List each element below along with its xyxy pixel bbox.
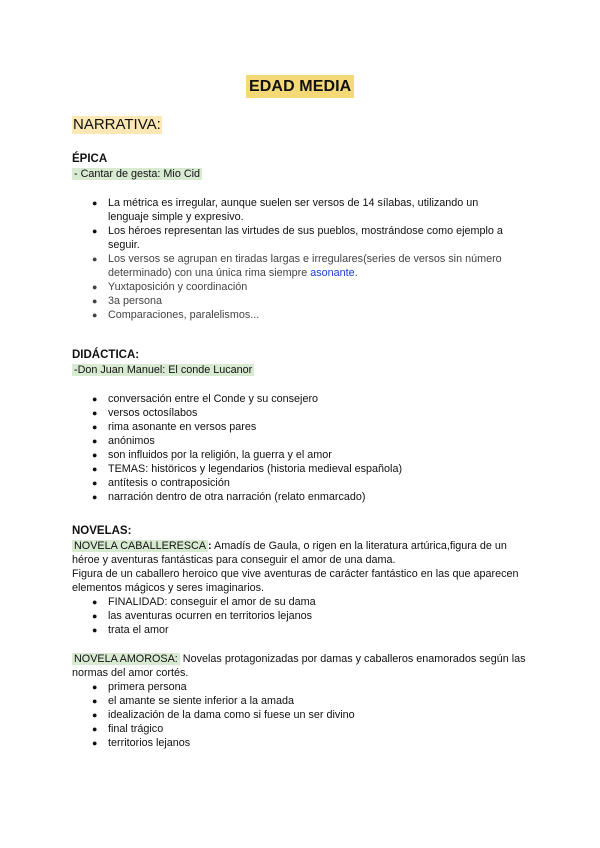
list-item: ● Yuxtaposición y coordinación <box>92 281 248 293</box>
bullet-icon: ● <box>92 296 98 306</box>
bullet-icon: ● <box>92 198 98 208</box>
didactica-subtitle-text: -Don Juan Manuel: El conde Lucanor <box>74 364 253 376</box>
list-item: ● anónimos <box>92 435 155 447</box>
list-item: ● las aventuras ocurren en territorios lejanos <box>92 610 313 622</box>
bullet-icon: ● <box>92 724 98 734</box>
bullet-icon: ● <box>92 422 98 432</box>
bullet-icon: ● <box>92 696 98 706</box>
bullet-icon: ● <box>92 464 98 474</box>
list-item: ● narración dentro de otra narración (relato enmarcado) <box>92 491 366 503</box>
bullet-icon: ● <box>92 611 98 621</box>
bullet-icon: ● <box>92 492 98 502</box>
section-narrativa-heading: NARRATIVA: <box>73 116 161 133</box>
didactica-heading: DIDÁCTICA: <box>72 349 140 361</box>
bullet-icon: ● <box>92 625 98 635</box>
bullet-icon: ● <box>92 394 98 404</box>
list-item: ● primera persona <box>92 681 187 693</box>
epica-heading: ÉPICA <box>72 153 108 165</box>
bullet-icon: ● <box>92 450 98 460</box>
epica-subtitle <box>72 167 202 181</box>
list-item: ● 3a persona <box>92 295 163 307</box>
didactica-list <box>92 392 522 504</box>
list-item: ● versos octosílabos <box>92 407 198 419</box>
bullet-icon: ● <box>92 478 98 488</box>
list-item: ● Comparaciones, paralelismos... <box>92 309 260 321</box>
epica-subtitle-text: - Cantar de gesta: Mio Cid <box>74 168 201 180</box>
bullet-icon: ● <box>92 682 98 692</box>
bullet-icon: ● <box>92 408 98 418</box>
didactica-subtitle <box>72 363 254 377</box>
list-item: ● final trágico <box>92 723 164 735</box>
amorosa-list <box>92 680 522 750</box>
list-item: ● territorios lejanos <box>92 737 191 749</box>
asonante-link[interactable]: asonante <box>310 267 355 279</box>
list-item: ● Los héroes representan las virtudes de sus pueblos, mostrándose como ejemplo a seguir. <box>92 225 503 251</box>
amorosa-label: NOVELA AMOROSA: <box>74 653 178 665</box>
bullet-icon: ● <box>92 310 98 320</box>
list-item: ● La métrica es irregular, aunque suelen ser versos de 14 sílabas, utilizando un lenguaje simple y expresivo. <box>92 197 479 223</box>
list-item: ● TEMAS: histöricos y legendarios (historia medieval española) <box>92 463 403 475</box>
caballeresca-label: NOVELA CABALLERESCA <box>74 540 207 552</box>
bullet-icon: ● <box>92 597 98 607</box>
epica-list <box>92 196 522 322</box>
bullet-icon: ● <box>92 226 98 236</box>
list-item: ● rima asonante en versos pares <box>92 421 257 433</box>
list-item: ● conversación entre el Conde y su consejero <box>92 393 319 405</box>
list-item: ● son influidos por la religión, la guerra y el amor <box>92 449 332 461</box>
list-item: ● el amante se siente inferior a la amada <box>92 695 295 707</box>
caballeresca-paragraph: NOVELA CABALLERESCA : Amadís de Gaula, o rigen en la literatura artúrica,figura de un héroe y aventuras fantásticas para conseguir el amor de una dama. Figura de un caballero heroico que vive aventuras de carácter fantástico en las que aparecen elementos mágicos y seres imaginarios. <box>72 540 519 594</box>
bullet-icon: ● <box>92 254 98 264</box>
bullet-icon: ● <box>92 282 98 292</box>
list-item: ● FINALIDAD: conseguir el amor de su dama <box>92 596 316 608</box>
list-item: ● idealización de la dama como si fuese un ser divino <box>92 709 355 721</box>
bullet-icon: ● <box>92 436 98 446</box>
caballeresca-list <box>92 595 522 637</box>
page-title: EDAD MEDIA <box>246 75 354 98</box>
list-item: ● Los versos se agrupan en tiradas largas e irregulares(series de versos sin número determinado) con una única rima siempre asonante. <box>92 253 502 279</box>
amorosa-paragraph: NOVELA AMOROSA: Novelas protagonizadas por damas y caballeros enamorados según las normas del amor cortés. <box>72 653 526 679</box>
list-item: ● trata el amor <box>92 624 169 636</box>
bullet-icon: ● <box>92 710 98 720</box>
list-item: ● antítesis o contraposición <box>92 477 230 489</box>
novelas-heading: NOVELAS: <box>72 525 132 537</box>
bullet-icon: ● <box>92 738 98 748</box>
